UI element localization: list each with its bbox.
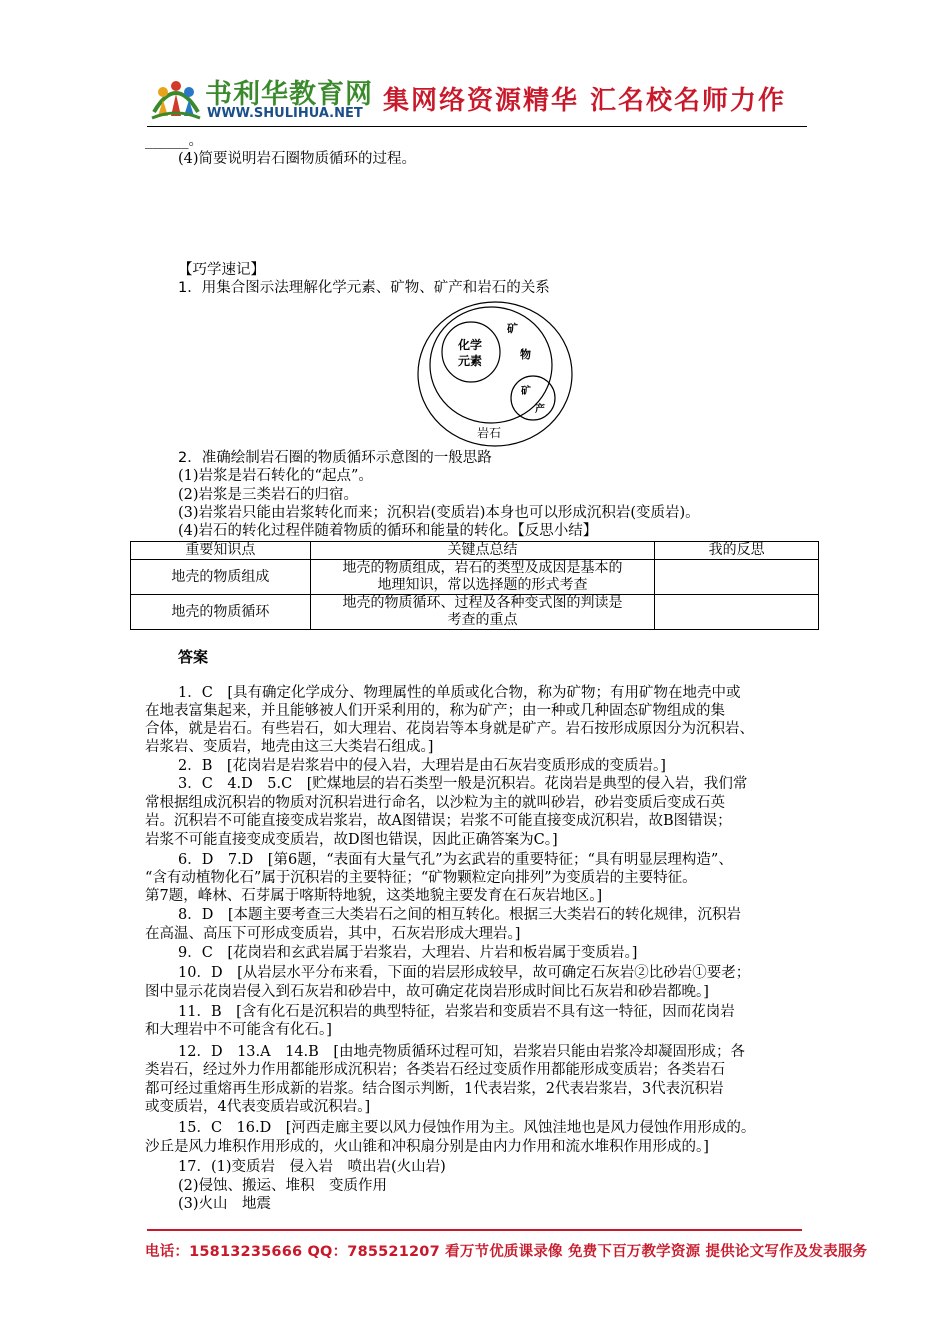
answer-line: 12．D 13.A 14.B [由地壳物质循环过程可知，岩浆岩只能由岩浆冷却凝固形成；各 — [178, 1044, 745, 1060]
ore-label-2: 产 — [535, 404, 545, 415]
answer-line: 和大理岩中不可能含有化石。] — [145, 1022, 332, 1038]
answer-line: 10．D [从岩层水平分布来看，下面的岩层形成较早，故可确定石灰岩②比砂岩①要老； — [178, 965, 751, 981]
answer-line: 岩。沉积岩不可能直接变成岩浆岩，故A图错误；岩浆不可能直接变成沉积岩，故B图错误； — [145, 813, 732, 829]
answer-line: 或变质岩，4代表变质岩或沉积岩。] — [145, 1099, 371, 1115]
answer-line: 岩浆不可能直接变成变质岩，故D图也错误，因此正确答案为C。] — [145, 832, 558, 848]
row-summary-line: 地壳的物质循环、过程及各种变式图的判读是 — [342, 595, 623, 611]
answer-line: 11．B [含有化石是沉积岩的典型特征，岩浆岩和变质岩不具有这一特征，因而花岗岩 — [178, 1004, 735, 1020]
row-summary — [310, 560, 654, 595]
row-summary — [310, 595, 654, 630]
answer-line: 类岩石，经过外力作用都能形成沉积岩；各类岩石经过变质作用都能形成变质岩；各类岩石 — [145, 1062, 725, 1078]
row-reflection[interactable] — [655, 595, 819, 630]
set-diagram — [415, 300, 575, 448]
quick-notes-heading: 【巧学速记】 — [178, 262, 265, 278]
site-url: WWW.SHULIHUA.NET — [207, 106, 363, 121]
row-topic: 地壳的物质循环 — [131, 595, 311, 630]
point-4: (4)岩石的转化过程伴随着物质的循环和能量的转化。【反思小结】 — [178, 523, 598, 539]
ore-label-1: 矿 — [521, 386, 531, 397]
reflection-table — [130, 541, 819, 630]
answer-line: 6．D 7.D [第6题，“表面有大量气孔”为玄武岩的重要特征；“具有明显层理构造”、 — [178, 852, 733, 868]
row-reflection[interactable] — [655, 560, 819, 595]
header-divider — [147, 126, 807, 127]
header-key-points: 重要知识点 — [131, 542, 311, 560]
answer-line: 常根据组成沉积岩的物质对沉积岩进行命名，以沙粒为主的就叫砂岩，砂岩变质后变成石英 — [145, 795, 725, 811]
quick-notes-item-2: 2．准确绘制岩石圈的物质循环示意图的一般思路 — [178, 450, 492, 466]
point-1: (1)岩浆是岩石转化的“起点”。 — [178, 468, 373, 484]
mineral-label-1: 矿 — [507, 322, 518, 335]
row-summary-line: 地理知识，常以选择题的形式考查 — [377, 577, 588, 593]
header-summary: 关键点总结 — [310, 542, 654, 560]
table-header-row — [131, 542, 819, 560]
answer-line: 在地表富集起来，并且能够被人们开采利用的，称为矿产；由一种或几种固态矿物组成的集 — [145, 703, 725, 719]
answer-line: 岩浆岩、变质岩，地壳由这三大类岩石组成。] — [145, 739, 434, 755]
answer-line: “含有动植物化石”属于沉积岩的主要特征；“矿物颗粒定向排列”为变质岩的主要特征。 — [145, 870, 697, 886]
answer-line: 在高温、高压下可形成变质岩，其中，石灰岩形成大理岩。] — [145, 926, 521, 942]
answer-line: 9．C [花岗岩和玄武岩属于岩浆岩，大理岩、片岩和板岩属于变质岩。] — [178, 945, 638, 961]
mineral-set-circle — [430, 307, 552, 423]
quick-notes-item-1: 1．用集合图示法理解化学元素、矿物、矿产和岩石的关系 — [178, 280, 550, 296]
row-topic: 地壳的物质组成 — [131, 560, 311, 595]
mineral-label-2: 物 — [520, 348, 531, 361]
row-summary-line: 考查的重点 — [447, 612, 518, 628]
answer-line: 合体，就是岩石。有些岩石，如大理岩、花岗岩等本身就是矿产。岩石按形成原因分为沉积岩、 — [145, 721, 754, 737]
answer-line: 8．D [本题主要考查三大类岩石之间的相互转化。根据三大类岩石的转化规律，沉积岩 — [178, 907, 742, 923]
answer-line: 沙丘是风力堆积作用形成的，火山锥和冲积扇分别是由内力作用和流水堆积作用形成的。] — [145, 1139, 709, 1155]
row-summary-line: 地壳的物质组成，岩石的类型及成因是基本的 — [342, 560, 623, 576]
element-label-2: 元素 — [458, 354, 483, 368]
answers-heading: 答案 — [178, 648, 209, 666]
table-row — [131, 595, 819, 630]
header-reflection: 我的反思 — [655, 542, 819, 560]
answer-line: (2)侵蚀、搬运、堆积 变质作用 — [178, 1178, 388, 1194]
answer-line: 1．C [具有确定化学成分、物理属性的单质或化合物，称为矿物；有用矿物在地壳中或 — [178, 685, 741, 701]
element-label-1: 化学 — [458, 338, 483, 352]
question-4: (4)简要说明岩石圈物质循环的过程。 — [178, 151, 417, 167]
point-2: (2)岩浆是三类岩石的归宿。 — [178, 487, 359, 503]
answer-line: 2．B [花岗岩是岩浆岩中的侵入岩，大理岩是由石灰岩变质形成的变质岩。] — [178, 758, 666, 774]
rock-label: 岩石 — [477, 426, 502, 440]
blank-line: ______。 — [145, 133, 203, 149]
footer-divider — [147, 1229, 802, 1231]
answer-line: 图中显示花岗岩侵入到石灰岩和砂岩中，故可确定花岗岩形成时间比石灰岩和砂岩都晚。] — [145, 984, 709, 1000]
answer-line: 3．C 4.D 5.C [贮煤地层的岩石类型一般是沉积岩。花岗岩是典型的侵入岩，我们常 — [178, 776, 748, 792]
site-logo-icon — [150, 72, 202, 122]
answer-line: 17．(1)变质岩 侵入岩 喷出岩(火山岩) — [178, 1159, 446, 1175]
ore-set-circle — [511, 376, 555, 420]
point-3: (3)岩浆岩只能由岩浆转化而来；沉积岩(变质岩)本身也可以形成沉积岩(变质岩)。 — [178, 505, 700, 521]
site-name: 书利华教育网 — [205, 79, 373, 110]
answer-line: 15．C 16.D [河西走廊主要以风力侵蚀作用为主。风蚀洼地也是风力侵蚀作用形成的。 — [178, 1120, 756, 1136]
answer-line: 第7题，峰林、石芽属于喀斯特地貌，这类地貌主要发育在石灰岩地区。] — [145, 888, 603, 904]
footer-contact: 电话：15813235666 QQ：785521207 看万节优质课录像 免费下百万教学资源 提供论文写作及发表服务 — [145, 1244, 868, 1260]
answer-line: 都可经过重熔再生形成新的岩浆。结合图示判断，1代表岩浆，2代表岩浆岩，3代表沉积岩 — [145, 1081, 724, 1097]
answer-line: (3)火山 地震 — [178, 1196, 272, 1212]
table-row — [131, 560, 819, 595]
header-slogan: 集网络资源精华 汇名校名师力作 — [383, 86, 787, 116]
